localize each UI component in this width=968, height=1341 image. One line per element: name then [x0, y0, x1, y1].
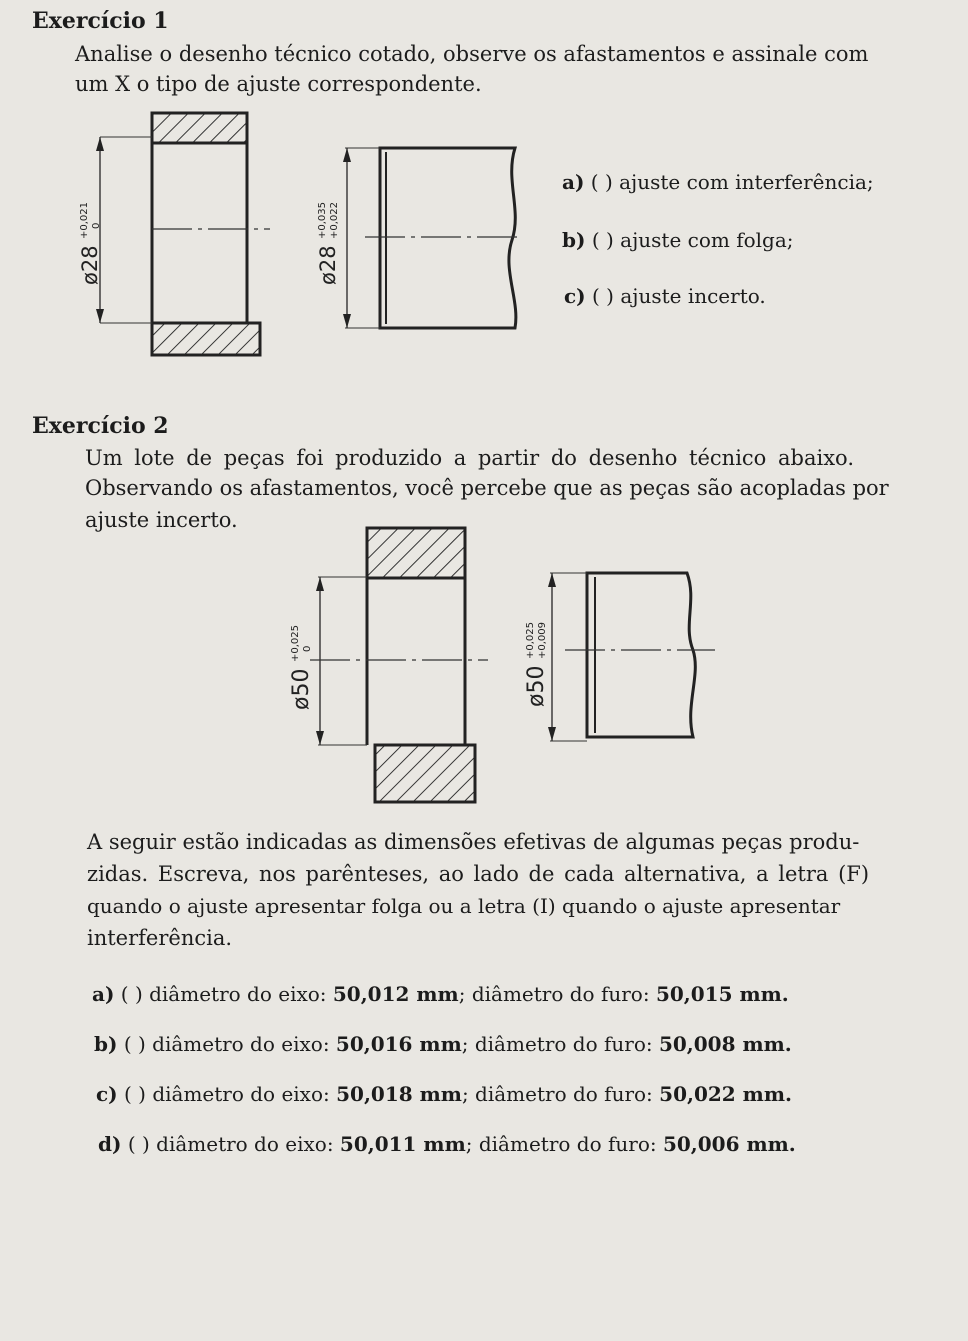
ex1-option-letter: a) — [562, 170, 585, 194]
ex2-shaft-value: 50,016 mm — [335, 1032, 462, 1056]
exercise-2-intro-line-2: Observando os afastamentos, você percebe que as peças são acopladas por — [85, 476, 889, 500]
ex1-option-b — [562, 228, 794, 252]
ex2-hole-label: ; diâmetro do furo: — [461, 1082, 653, 1106]
ex1-hole-drawing — [60, 105, 280, 370]
hole-dim-lower: 0 — [302, 645, 313, 652]
ex2-shaft-value: 50,011 mm — [339, 1132, 466, 1156]
ex2-hole-value: 50,008 mm. — [658, 1032, 792, 1056]
ex2-instruction-line-1: A seguir estão indicadas as dimensões efetivas de algumas peças produ- — [87, 830, 860, 854]
ex2-hole-value: 50,022 mm. — [659, 1082, 792, 1106]
hole-dim-upper: +0,021 — [79, 201, 90, 239]
ex2-option-letter: b) — [94, 1032, 118, 1056]
exercise-1-title: Exercício 1 — [32, 8, 169, 34]
ex1-option-text: ajuste com folga; — [620, 228, 794, 252]
ex2-hole-value: 50,006 mm. — [662, 1132, 796, 1156]
shaft-dim-base: ø28 — [316, 245, 340, 285]
ex2-option-d — [98, 1132, 796, 1156]
ex2-hole-drawing — [270, 520, 500, 810]
ex2-instruction-line-2: zidas. Escreva, nos parênteses, ao lado de cada alternativa, a letra (F) — [87, 862, 870, 886]
shaft-outline — [380, 148, 516, 328]
ex2-hole-label: ; diâmetro do furo: — [461, 1032, 653, 1056]
ex2-hole-label: ; diâmetro do furo: — [458, 982, 650, 1006]
shaft-dim-lower: +0,009 — [537, 621, 548, 659]
ex2-option-letter: a) — [92, 982, 115, 1006]
ex2-shaft-drawing — [505, 565, 735, 750]
ex1-option-a — [562, 170, 874, 194]
ex1-option-text: ajuste com interferência; — [619, 170, 874, 194]
ex2-shaft-label: diâmetro do eixo: — [156, 1132, 334, 1156]
ex1-option-letter: b) — [562, 228, 586, 252]
exercise-1-intro-line-2: um X o tipo de ajuste correspondente. — [75, 72, 482, 96]
hole-dim-base: ø50 — [289, 668, 314, 710]
ex2-option-c-answer[interactable]: ( ) — [124, 1082, 146, 1106]
exercise-2-intro-line-3: ajuste incerto. — [85, 508, 238, 532]
ex2-option-b-answer[interactable]: ( ) — [123, 1032, 146, 1056]
ex1-option-c-checkbox[interactable]: ( ) — [592, 284, 614, 308]
ex1-option-b-checkbox[interactable]: ( ) — [591, 228, 614, 252]
ex2-hole-value: 50,015 mm. — [655, 982, 789, 1006]
shaft-dim-upper: +0,025 — [525, 621, 536, 659]
ex2-option-letter: d) — [98, 1132, 122, 1156]
ex2-shaft-label: diâmetro do eixo: — [152, 1082, 330, 1106]
shaft-dim-upper: +0,035 — [317, 201, 328, 239]
exercise-2-intro-line-1: Um lote de peças foi produzido a partir do desenho técnico abaixo. — [85, 446, 854, 470]
ex2-shaft-label: diâmetro do eixo: — [149, 982, 327, 1006]
hole-dim-lower: 0 — [91, 222, 102, 229]
ex1-option-c — [564, 284, 766, 308]
ex2-instruction-line-4: interferência. — [87, 926, 233, 950]
ex2-option-letter: c) — [96, 1082, 118, 1106]
ex1-option-text: ajuste incerto. — [620, 284, 766, 308]
ex2-option-c — [96, 1082, 792, 1106]
ex2-hole-label: ; diâmetro do furo: — [465, 1132, 657, 1156]
ex1-option-a-checkbox[interactable]: ( ) — [590, 170, 613, 194]
hole-bottom-wall — [152, 323, 260, 355]
hole-dimension-label — [289, 625, 314, 710]
ex2-shaft-value: 50,012 mm — [332, 982, 459, 1006]
shaft-dimension-label — [316, 202, 340, 285]
ex2-option-d-answer[interactable]: ( ) — [127, 1132, 150, 1156]
ex2-instruction-line-3: quando o ajuste apresentar folga ou a letra (I) quando o ajuste apresentar — [87, 894, 841, 918]
ex2-option-b — [94, 1032, 792, 1056]
shaft-dimension-label — [524, 622, 549, 707]
ex1-shaft-drawing — [300, 140, 530, 335]
ex2-option-a — [92, 982, 789, 1006]
shaft-outline — [587, 573, 695, 737]
exercise-2-title: Exercício 2 — [32, 413, 169, 439]
hole-dim-base: ø28 — [78, 245, 102, 285]
hole-bottom-wall — [375, 745, 475, 802]
ex1-option-letter: c) — [564, 284, 586, 308]
hole-top-wall — [152, 113, 247, 143]
shaft-dim-base: ø50 — [524, 665, 549, 707]
shaft-dim-lower: +0,022 — [329, 201, 340, 239]
ex2-shaft-label: diâmetro do eixo: — [152, 1032, 330, 1056]
ex2-option-a-answer[interactable]: ( ) — [120, 982, 143, 1006]
hole-dimension-label — [78, 202, 102, 285]
hole-top-wall — [367, 528, 465, 578]
hole-dim-upper: +0,025 — [290, 624, 301, 662]
exercise-1-intro-line-1: Analise o desenho técnico cotado, observe os afastamentos e assinale com — [75, 42, 869, 66]
ex2-shaft-value: 50,018 mm — [336, 1082, 462, 1106]
